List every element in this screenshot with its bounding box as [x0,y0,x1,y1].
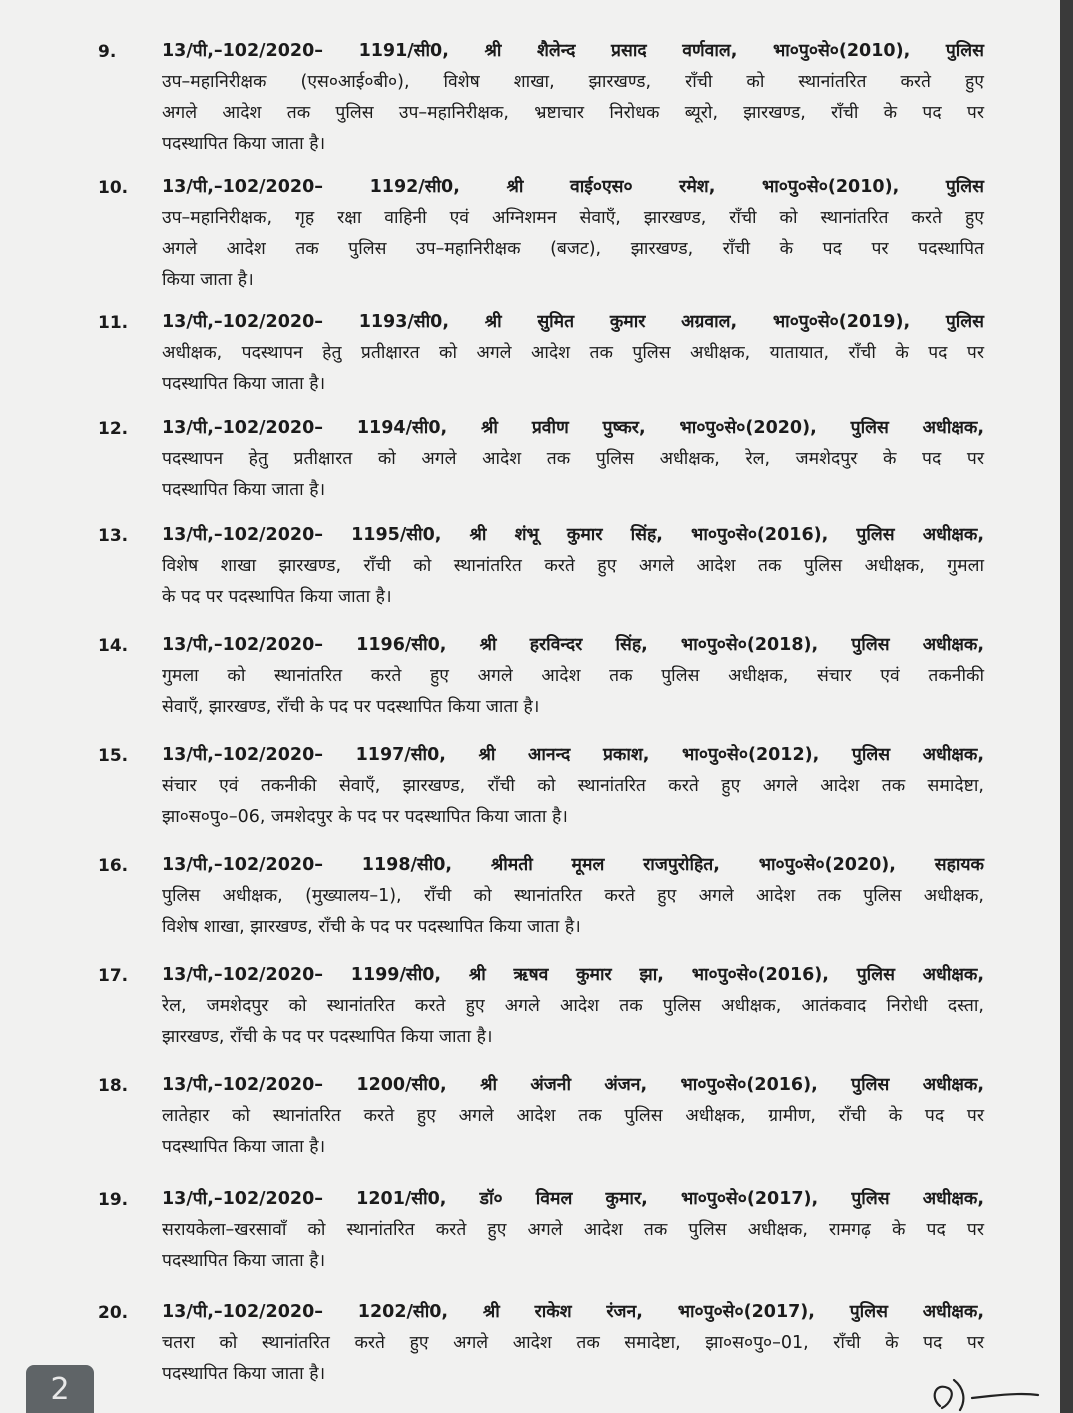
entry-text-line: चतरा को स्थानांतरित करते हुए अगले आदेश तक समादेष्टा, झा०स०पु०–01, राँची के पद पर [162,1333,984,1353]
entry-text-line: किया जाता है। [162,270,254,290]
entry-number: 10. [98,178,129,198]
entry-text-line: रेल, जमशेदपुर को स्थानांतरित करते हुए अगले आदेश तक पुलिस अधीक्षक, आतंकवाद निरोधी दस्ता, [162,996,984,1016]
entry-text-line: विशेष शाखा झारखण्ड, राँची को स्थानांतरित करते हुए अगले आदेश तक पुलिस अधीक्षक, गुमला [162,556,984,576]
entry-header-line: 13/पी,–102/2020– 1193/सी0, श्री सुमित कुमार अग्रवाल, भा०पु०से०(2019), पुलिस [162,312,984,332]
entry-text-line: पदस्थापित किया जाता है। [162,1137,326,1157]
entry-number: 14. [98,636,129,656]
entry-text-line: उप–महानिरीक्षक (एस०आई०बी०), विशेष शाखा, झारखण्ड, राँची को स्थानांतरित करते हुए [162,72,984,92]
entry-text-line: पदस्थापित किया जाता है। [162,1251,326,1271]
entry-text-line: के पद पर पदस्थापित किया जाता है। [162,587,392,607]
entry-number: 20. [98,1303,129,1323]
entry-text-line: पदस्थापित किया जाता है। [162,1364,326,1384]
entry-number: 17. [98,966,129,986]
entry-text-line: गुमला को स्थानांतरित करते हुए अगले आदेश तक पुलिस अधीक्षक, संचार एवं तकनीकी [162,666,984,686]
entry-text-line: अधीक्षक, पदस्थापन हेतु प्रतीक्षारत को अगले आदेश तक पुलिस अधीक्षक, यातायात, राँची के पद पर [162,343,984,363]
entry-header-line: 13/पी,–102/2020– 1201/सी0, डॉ० विमल कुमार, भा०पु०से०(2017), पुलिस अधीक्षक, [162,1189,984,1209]
entry-number: 15. [98,746,129,766]
entry-text-line: उप–महानिरीक्षक, गृह रक्षा वाहिनी एवं अग्निशमन सेवाएँ, झारखण्ड, राँची को स्थानांतरित करते हुए [162,208,984,228]
entry-header-line: 13/पी,–102/2020– 1194/सी0, श्री प्रवीण पुष्कर, भा०पु०से०(2020), पुलिस अधीक्षक, [162,418,984,438]
entry-text-line: विशेष शाखा, झारखण्ड, राँची के पद पर पदस्थापित किया जाता है। [162,917,581,937]
entry-number: 11. [98,313,129,333]
entry-header-line: 13/पी,–102/2020– 1191/सी0, श्री शैलेन्द प्रसाद वर्णवाल, भा०पु०से०(2010), पुलिस [162,41,984,61]
page-number-badge: 2 [26,1365,94,1413]
entry-text-line: झारखण्ड, राँची के पद पर पदस्थापित किया जाता है। [162,1027,493,1047]
entry-header-line: 13/पी,–102/2020– 1200/सी0, श्री अंजनी अंजन, भा०पु०से०(2016), पुलिस अधीक्षक, [162,1075,984,1095]
entry-text-line: पदस्थापित किया जाता है। [162,374,326,394]
entry-header-line: 13/पी,–102/2020– 1199/सी0, श्री ऋषव कुमार झा, भा०पु०से०(2016), पुलिस अधीक्षक, [162,965,984,985]
entry-number: 13. [98,526,129,546]
entry-text-line: पदस्थापन हेतु प्रतीक्षारत को अगले आदेश तक पुलिस अधीक्षक, रेल, जमशेदपुर के पद पर [162,449,984,469]
entry-number: 18. [98,1076,129,1096]
entry-text-line: अगले आदेश तक पुलिस उप–महानिरीक्षक, भ्रष्टाचार निरोधक ब्यूरो, झारखण्ड, राँची के पद पर [162,103,984,123]
entry-header-line: 13/पी,–102/2020– 1195/सी0, श्री शंभू कुमार सिंह, भा०पु०से०(2016), पुलिस अधीक्षक, [162,525,984,545]
entry-number: 19. [98,1190,129,1210]
entry-number: 12. [98,419,129,439]
entry-text-line: अगले आदेश तक पुलिस उप–महानिरीक्षक (बजट), झारखण्ड, राँची के पद पर पदस्थापित [162,239,984,259]
entry-number: 9. [98,42,117,62]
entry-header-line: 13/पी,–102/2020– 1197/सी0, श्री आनन्द प्रकाश, भा०पु०से०(2012), पुलिस अधीक्षक, [162,745,984,765]
entry-text-line: सरायकेला–खरसावाँ को स्थानांतरित करते हुए अगले आदेश तक पुलिस अधीक्षक, रामगढ़ के पद पर [162,1220,984,1240]
entry-header-line: 13/पी,–102/2020– 1192/सी0, श्री वाई०एस० रमेश, भा०पु०से०(2010), पुलिस [162,177,984,197]
entry-text-line: झा०स०पु०–06, जमशेदपुर के पद पर पदस्थापित किया जाता है। [162,807,568,827]
entry-text-line: लातेहार को स्थानांतरित करते हुए अगले आदेश तक पुलिस अधीक्षक, ग्रामीण, राँची के पद पर [162,1106,984,1126]
entry-header-line: 13/पी,–102/2020– 1198/सी0, श्रीमती मूमल राजपुरोहित, भा०पु०से०(2020), सहायक [162,855,984,875]
entry-text-line: संचार एवं तकनीकी सेवाएँ, झारखण्ड, राँची को स्थानांतरित करते हुए अगले आदेश तक समादेष्टा, [162,776,984,796]
entry-text-line: पदस्थापित किया जाता है। [162,480,326,500]
signature-mark [920,1368,1050,1413]
entry-header-line: 13/पी,–102/2020– 1202/सी0, श्री राकेश रंजन, भा०पु०से०(2017), पुलिस अधीक्षक, [162,1302,984,1322]
entry-header-line: 13/पी,–102/2020– 1196/सी0, श्री हरविन्दर सिंह, भा०पु०से०(2018), पुलिस अधीक्षक, [162,635,984,655]
screen-edge [1060,0,1073,1413]
entry-number: 16. [98,856,129,876]
entry-text-line: पदस्थापित किया जाता है। [162,134,326,154]
entry-text-line: सेवाएँ, झारखण्ड, राँची के पद पर पदस्थापित किया जाता है। [162,697,540,717]
entry-text-line: पुलिस अधीक्षक, (मुख्यालय–1), राँची को स्थानांतरित करते हुए अगले आदेश तक पुलिस अधीक्षक, [162,886,984,906]
